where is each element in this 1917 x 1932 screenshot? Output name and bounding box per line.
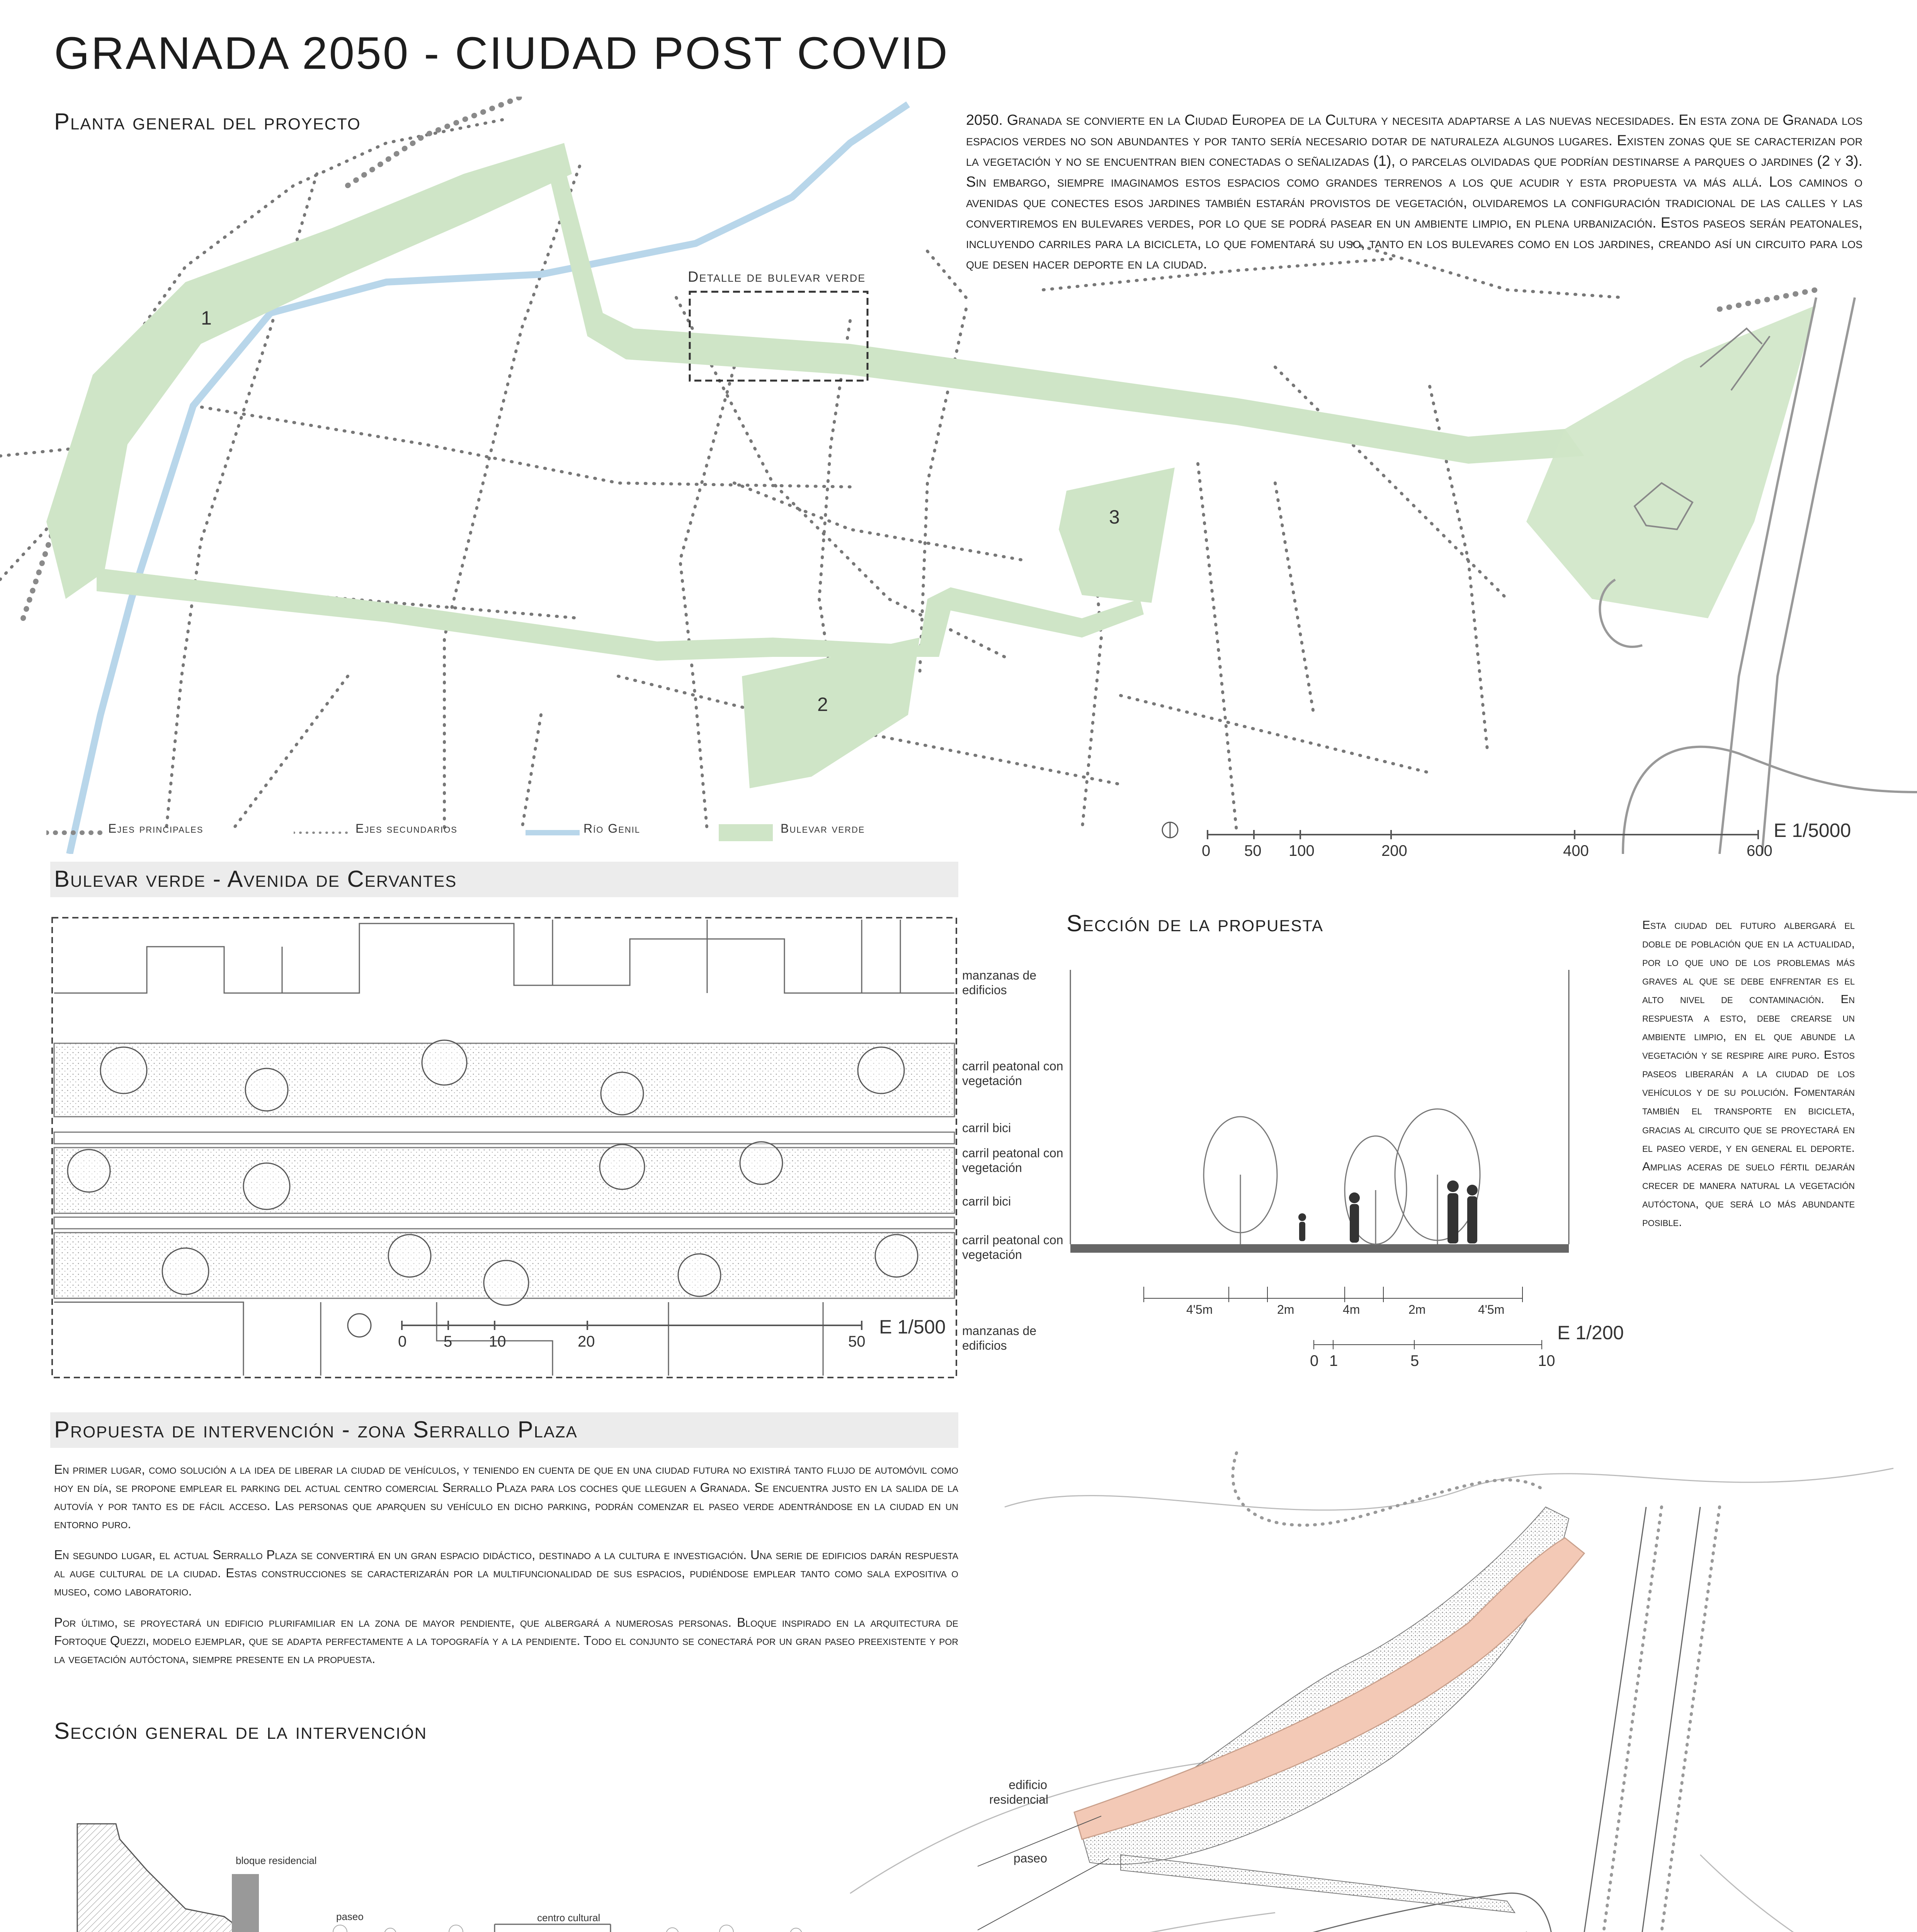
site-label-paseo: paseo — [1013, 1851, 1047, 1865]
seccion-general-title: Sección general de la intervención — [54, 1718, 427, 1744]
zone-label-1: 1 — [201, 307, 212, 329]
seccion-text: Esta ciudad del futuro albergará el doble de población que en la actualidad, por lo que uno de los problemas más graves al que se debe enfrentar es el alto nivel de contaminación. En respuesta a esto, debe crearse un ambiente limpio, en el que abunde la vegetación y se respire aire puro. Estos paseos liberarán a la ciudad de los vehículos y de su polución. Fomentarán también el transporte en bicicleta, gracias al circuito que se proyectará en el paseo verde, y en general el deporte. Amplias aceras de suelo fértil dejarán crecer de manera natural la vegetación autóctona, que será lo más abundante posible. — [1642, 918, 1855, 1229]
label-carril-peatonal-3: carril peatonal con vegetación — [962, 1233, 1063, 1262]
site-plan — [773, 1391, 1917, 1932]
seccion-title: Sección de la propuesta — [1067, 910, 1324, 936]
plan-scale-label: E 1/5000 — [1774, 820, 1851, 841]
plan-legend — [46, 821, 896, 844]
plan-scale: 0 50 100 200 400 600 E 1/5000 — [1159, 819, 1874, 866]
section-drawing — [1067, 958, 1615, 1383]
bulevar-scale-label: E 1/500 — [879, 1316, 946, 1338]
site-label-residencial: edificio residencial — [989, 1778, 1048, 1807]
legend-secondary-axes: Ejes secundarios — [356, 821, 458, 835]
label-carril-bici-2: carril bici — [962, 1194, 1011, 1208]
propuesta-p1: En primer lugar, como solución a la idea de liberar la ciudad de vehículos, y teniendo en cuenta de que en una ciudad futura no existirá tanto flujo de automóvil como hoy en día, se propone emplear el parking del actual centro comercial Serrallo Plaza para los coches que lleguen a Granada. Se encuentra justo en la salida de la autovía y por tanto es de fácil acceso. Las personas que aparquen su vehículo en dicho parking, podrán comenzar el paseo verde adentrándose en la ciudad en un entorno puro. — [54, 1462, 958, 1531]
zone-3-area — [1059, 468, 1175, 603]
label-carril-peatonal-2: carril peatonal con vegetación — [962, 1146, 1063, 1175]
page-title: GRANADA 2050 - CIUDAD POST COVID — [54, 28, 949, 79]
propuesta-title: Propuesta de intervención - zona Serrallo Plaza — [54, 1417, 578, 1442]
seccion-scale-label: E 1/200 — [1557, 1322, 1624, 1344]
zone-serrallo — [1526, 305, 1816, 618]
label-carril-peatonal-1: carril peatonal con vegetación — [962, 1059, 1063, 1088]
legend-main-axes: Ejes principales — [108, 821, 204, 835]
bulevar-plan — [50, 916, 958, 1379]
zone-2-area — [742, 638, 920, 788]
plan-intro-text: 2050. Granada se convierte en la Ciudad Europea de la Cultura y necesita adaptarse a las nuevas necesidades. En esta zona de Granada los espacios verdes no son abundantes y por tanto sería necesario dotar de naturaleza algunos lugares. Existen zonas que se caracterizan por la vegetación y no se encuentran bien conectadas o señalizadas (1), o parcelas olvidadas que podrían destinarse a parques o jardines (2 y 3). Sin embargo, siempre imaginamos estos espacios como grandes terrenos a los que acudir y esta propuesta va más allá. Los caminos o avenidas que conectes esos jardines también estarán provistos de vegetación, olvidaremos la configuración tradicional de las calles y las convertiremos en bulevares verdes, por lo que se podrá pasear en un ambiente limpio, en plena urbanización. Estos paseos serán peatonales, incluyendo carriles para la bicicleta, lo que fomentará su uso, tanto en los bulevares como en los jardines, creando así un circuito para los que desen hacer deporte en la ciudad. — [966, 112, 1863, 272]
zone-label-3: 3 — [1109, 506, 1120, 528]
plan-subtitle: Planta general del proyecto — [54, 109, 361, 134]
propuesta-p2: En segundo lugar, el actual Serrallo Plaza se convertirá en un gran espacio didáctico, destinado a la cultura e investigación. Una serie de edificios darán respuesta al auge cultural de la ciudad. Estas construcciones se caracterizarán por la multifuncionalidad de sus espacios, pudiéndose emplear tanto como sala expositiva o museo, como laboratorio. — [54, 1548, 958, 1599]
zone-label-2: 2 — [817, 694, 828, 715]
propuesta-p3: Por último, se proyectará un edificio plurifamiliar en la zona de mayor pendiente, que albergará a numerosas personas. Bloque inspirado en la arquitectura de Fortoque Quezzi, modelo ejemplar, que se adapta perfectamente a la topografía y a la pendiente. Todo el conjunto se conectará por un gran paseo preexistente y por la vegetación autóctona, siempre presente en la propuesta. — [54, 1615, 958, 1666]
label-manzanas-top: manzanas de edificios — [962, 968, 1037, 997]
detail-label: Detalle de bulevar verde — [688, 269, 866, 285]
legend-river: Río Genil — [583, 821, 641, 835]
label-manzanas-bottom: manzanas de edificios — [962, 1324, 1037, 1353]
label-carril-bici-1: carril bici — [962, 1121, 1011, 1135]
bulevar-title: Bulevar verde - Avenida de Cervantes — [54, 866, 457, 892]
legend-boulevard: Bulevar verde — [781, 821, 865, 835]
